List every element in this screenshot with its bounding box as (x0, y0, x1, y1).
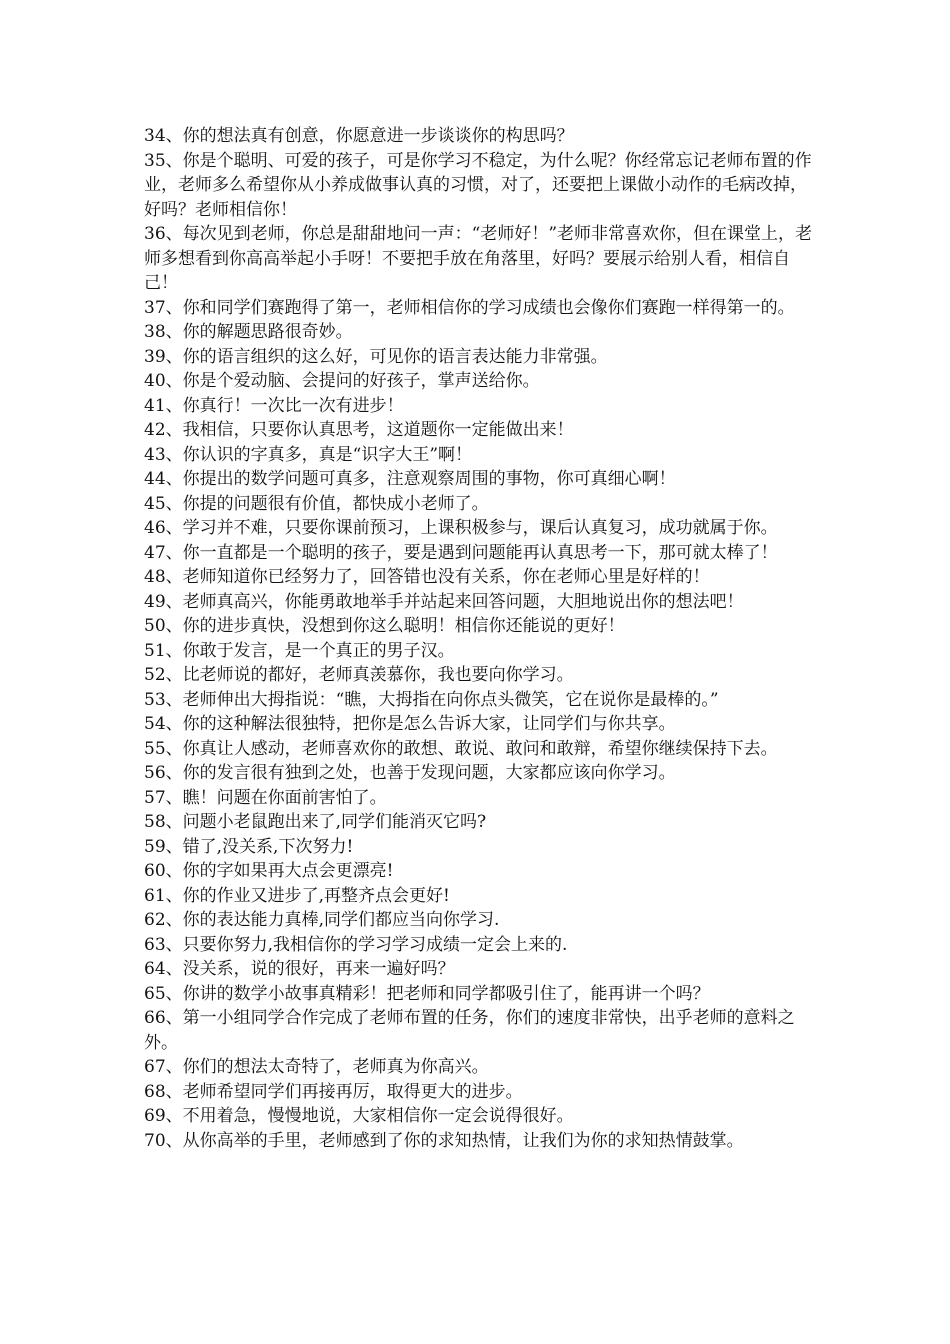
list-item: 42、我相信，只要你认真思考，这道题你一定能做出来！ (144, 420, 574, 440)
list-item: 36、每次见到老师，你总是甜甜地问一声：“老师好！”老师非常喜欢你，但在课堂上，老 师多想看到你高高举起小手呀！不要把手放在角落里，好吗？要展示给别人看，相信自己！ (144, 224, 830, 293)
list-item: 53、老师伸出大拇指说：“瞧，大拇指在向你点头微笑，它在说你是最棒的。” (144, 689, 719, 710)
list-item: 50、你的进步真快，没想到你这么聪明！相信你还能说的更好！ (144, 616, 625, 636)
list-item: 55、你真让人感动，老师喜欢你的敢想、敢说、敢问和敢辩，希望你继续保持下去。 (144, 738, 778, 759)
list-item: 65、你讲的数学小故事真精彩！把老师和同学都吸引住了，能再讲一个吗？ (144, 983, 710, 1004)
list-item: 34、你的想法真有创意，你愿意进一步谈谈你的构思吗？ (144, 126, 574, 146)
list-item: 40、你是个爱动脑、会提问的好孩子，掌声送给你。 (144, 371, 540, 391)
list-item: 37、你和同学们赛跑得了第一，老师相信你的学习成绩也会像你们赛跑一样得第一的。 (144, 297, 795, 318)
list-item: 41、你真行！一次比一次有进步！ (144, 395, 404, 416)
list-item: 52、比老师说的都好，老师真羡慕你，我也要向你学习。 (144, 665, 574, 685)
list-item: 58、问题小老鼠跑出来了,同学们能消灭它吗? (144, 812, 487, 832)
list-item: 38、你的解题思路很奇妙。 (144, 322, 353, 342)
list-item: 68、老师希望同学们再接再厉，取得更大的进步。 (144, 1081, 523, 1102)
list-item: 61、你的作业又进步了,再整齐点会更好! (144, 885, 450, 906)
list-item: 39、你的语言组织的这么好，可见你的语言表达能力非常强。 (144, 346, 608, 367)
list-item: 60、你的字如果再大点会更漂亮! (144, 861, 394, 881)
list-item: 35、你是个聪明、可爱的孩子，可是你学习不稳定，为什么呢？你经常忘记老师布置的作业，老师多么希望你从小养成做事认真的习惯，对了，还要把上课做小动作的毛病改掉，好吗？老师相信你！ (144, 150, 812, 220)
list-item: 63、只要你努力,我相信你的学习学习成绩一定会上来的. (144, 934, 568, 955)
list-item: 54、你的这种解法很独特，把你是怎么告诉大家，让同学们与你共享。 (144, 714, 676, 734)
list-item: 67、你们的想法太奇特了，老师真为你高兴。 (144, 1057, 489, 1077)
document-body (144, 124, 830, 1153)
list-item: 62、你的表达能力真棒,同学们都应当向你学习. (144, 910, 500, 930)
list-item: 44、你提出的数学问题可真多，注意观察周围的事物，你可真细心啊！ (144, 469, 676, 489)
list-item: 47、你一直都是一个聪明的孩子，要是遇到问题能再认真思考一下，那可就太棒了！ (144, 542, 778, 563)
list-item: 46、学习并不难，只要你课前预习，上课积极参与，课后认真复习，成功就属于你。 (144, 518, 778, 538)
list-item: 69、不用着急，慢慢地说，大家相信你一定会说得很好。 (144, 1106, 574, 1126)
list-item: 66、第一小组同学合作完成了老师布置的任务，你们的速度非常快，出乎老师的意料之外。 (144, 1008, 795, 1053)
list-item: 49、老师真高兴，你能勇敢地举手并站起来回答问题，大胆地说出你的想法吧！ (144, 591, 744, 612)
list-item: 70、从你高举的手里，老师感到了你的求知热情，让我们为你的求知热情鼓掌。 (144, 1130, 744, 1151)
list-item: 59、错了,没关系,下次努力! (144, 836, 354, 857)
list-item: 57、瞧！问题在你面前害怕了。 (144, 787, 387, 808)
list-item: 43、你认识的字真多，真是“识字大王”啊！ (144, 444, 473, 465)
list-item: 45、你提的问题很有价值，都快成小老师了。 (144, 493, 489, 514)
list-item: 51、你敢于发言，是一个真正的男子汉。 (144, 640, 455, 661)
list-item: 64、没关系，说的很好，再来一遍好吗？ (144, 959, 455, 979)
list-item: 56、你的发言很有独到之处，也善于发现问题，大家都应该向你学习。 (144, 763, 676, 783)
list-item: 48、老师知道你已经努力了，回答错也没有关系，你在老师心里是好样的！ (144, 567, 710, 587)
